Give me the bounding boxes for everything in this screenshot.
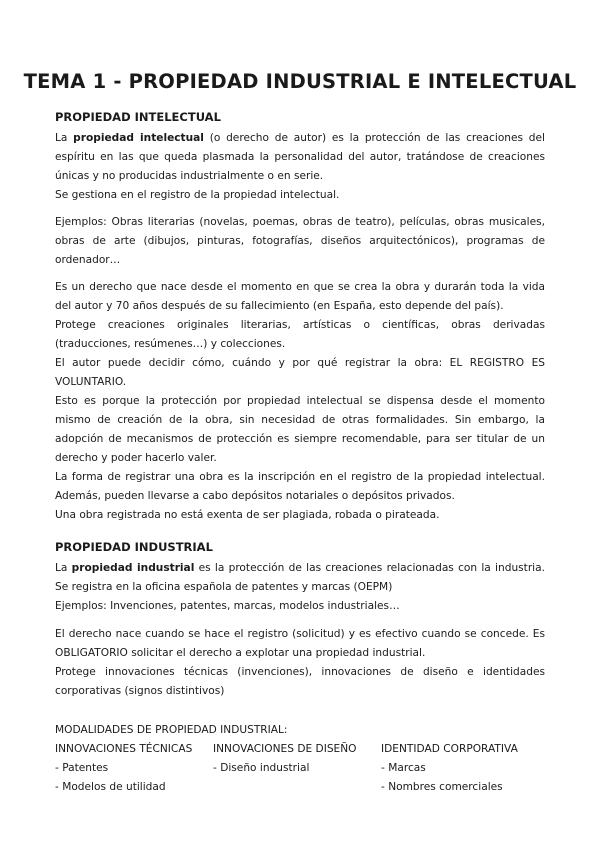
paragraph: Ejemplos: Invenciones, patentes, marcas, modelos industriales…: [55, 600, 400, 612]
paragraph: Ejemplos: Obras literarias (novelas, poemas, obras de teatro), películas, obras musicales, obras de arte (dibujos, pinturas, fotografías, diseños arquitectónicos), programas de ordenador…: [55, 216, 545, 266]
section-heading-industrial: PROPIEDAD INDUSTRIAL: [55, 540, 213, 554]
paragraph: La propiedad industrial es la protección de las creaciones relacionadas con la industria. Se registra en la oficina española de patentes y marcas (OEPM): [55, 562, 545, 593]
paragraph: Protege creaciones originales literarias, artísticas o científicas, obras derivadas (traducciones, resúmenes…) y colecciones.: [55, 319, 545, 350]
modalidades-section: [55, 721, 545, 797]
column-innovaciones-diseno: [213, 740, 381, 797]
document-body: [55, 107, 545, 797]
modalidades-columns: [55, 740, 545, 797]
column-title: INNOVACIONES TÉCNICAS: [55, 743, 193, 755]
column-identidad-corporativa: [381, 740, 545, 797]
column-title: INNOVACIONES DE DISEÑO: [213, 743, 357, 755]
paragraph: El derecho nace cuando se hace el registro (solicitud) y es efectivo cuando se concede. Es OBLIGATORIO solicitar el derecho a explotar una propiedad industrial.: [55, 628, 545, 659]
list-item: - Nombres comerciales: [381, 781, 503, 793]
paragraph: El autor puede decidir cómo, cuándo y por qué registrar la obra: EL REGISTRO ES VOLUNTARIO.: [55, 357, 545, 388]
paragraph: Protege innovaciones técnicas (invenciones), innovaciones de diseño e identidades corporativas (signos distintivos): [55, 666, 545, 697]
bold-term: propiedad industrial: [71, 562, 195, 574]
paragraph: Es un derecho que nace desde el momento en que se crea la obra y durarán toda la vida del autor y 70 años después de su fallecimiento (en España, esto depende del país).: [55, 281, 545, 312]
list-item: - Marcas: [381, 762, 426, 774]
paragraph: La forma de registrar una obra es la inscripción en el registro de la propiedad intelectual. Además, pueden llevarse a cabo depósitos notariales o depósitos privados.: [55, 471, 545, 502]
page-title: TEMA 1 - PROPIEDAD INDUSTRIAL E INTELECTUAL: [23, 70, 577, 93]
bold-term: propiedad intelectual: [73, 132, 204, 144]
paragraph: Esto es porque la protección por propiedad intelectual se dispensa desde el momento mismo de creación de la obra, sin necesidad de otras formalidades. Sin embargo, la adopción de mecanismos de protección es siempre recomendable, para ser titular de un derecho y poder hacerlo valer.: [55, 395, 545, 464]
list-item: - Modelos de utilidad: [55, 781, 166, 793]
paragraph: Se gestiona en el registro de la propiedad intelectual.: [55, 189, 340, 201]
column-title: IDENTIDAD CORPORATIVA: [381, 743, 518, 755]
list-item: - Diseño industrial: [213, 762, 310, 774]
paragraph: Una obra registrada no está exenta de ser plagiada, robada o pirateada.: [55, 509, 440, 521]
paragraph: La propiedad intelectual (o derecho de autor) es la protección de las creaciones del espíritu en las que queda plasmada la personalidad del autor, tratándose de creaciones únicas y no producidas industrialmente o en serie.: [55, 132, 545, 182]
list-item: - Patentes: [55, 762, 109, 774]
column-innovaciones-tecnicas: [55, 740, 213, 797]
section-heading-intelectual: PROPIEDAD INTELECTUAL: [55, 110, 221, 124]
modalidades-heading: MODALIDADES DE PROPIEDAD INDUSTRIAL:: [55, 724, 288, 736]
